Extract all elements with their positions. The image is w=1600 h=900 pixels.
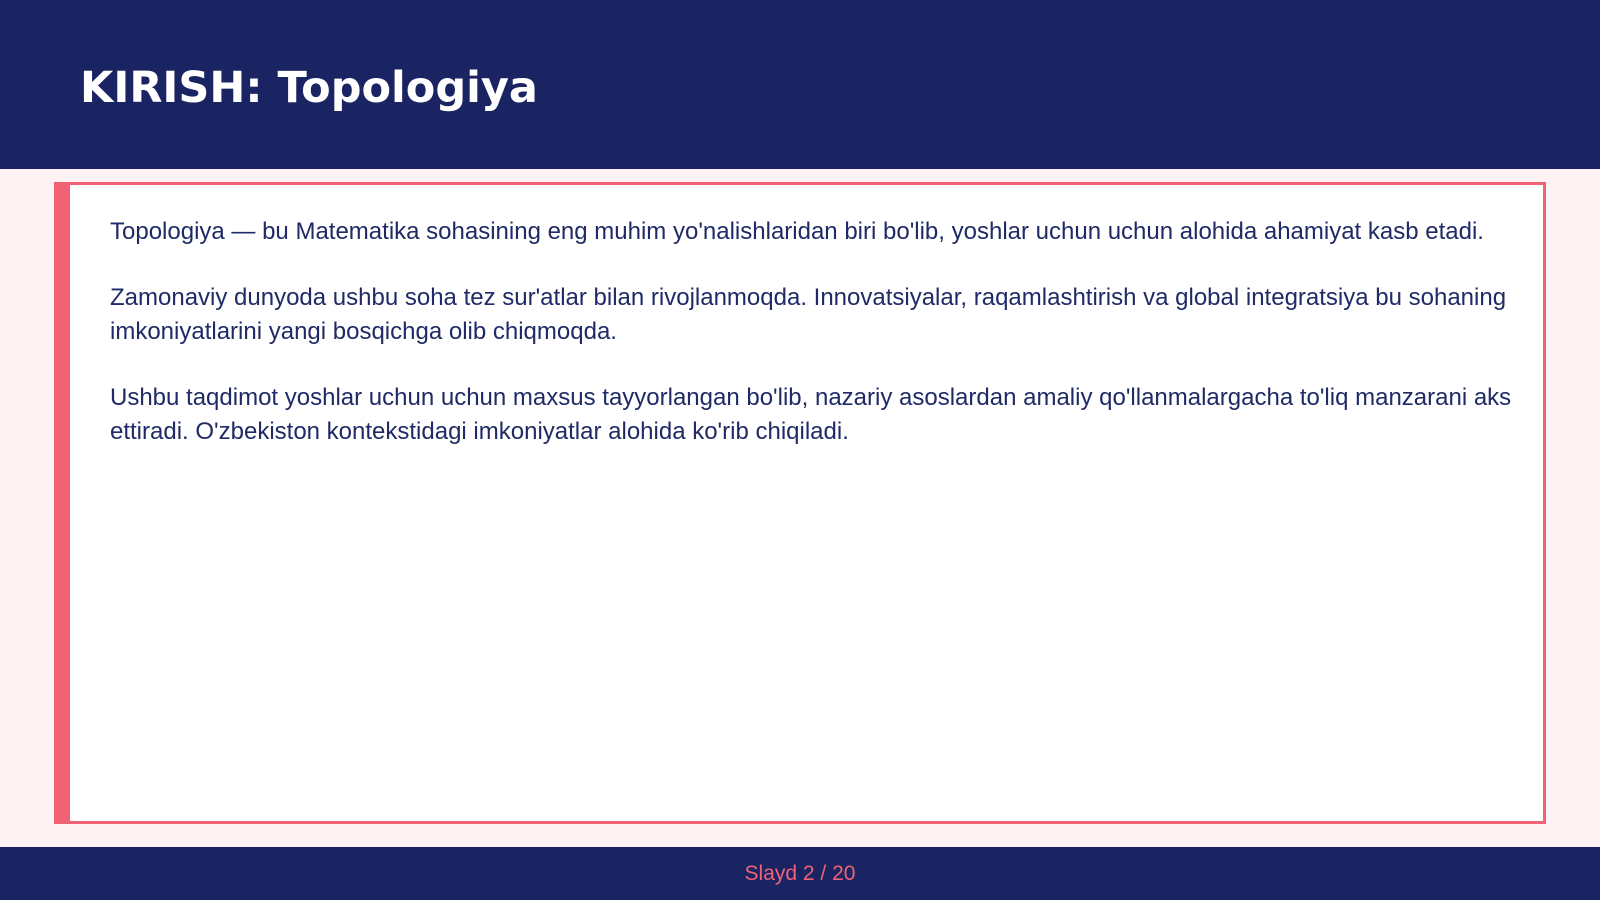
slide-footer bbox=[0, 847, 1600, 900]
slide-counter: Slayd 2 / 20 bbox=[744, 862, 856, 885]
content-body bbox=[110, 215, 1515, 481]
content-card bbox=[54, 182, 1546, 824]
paragraph-intro: Topologiya — bu Matematika sohasining eng muhim yo'nalishlaridan biri bo'lib, yoshlar uchun uchun alohida ahamiyat kasb etadi. bbox=[110, 218, 1484, 245]
paragraph-presentation-scope: Ushbu taqdimot yoshlar uchun uchun maxsus tayyorlangan bo'lib, nazariy asoslardan amaliy qo'llanmalargacha to'liq manzarani aks ettiradi. O'zbekiston kontekstidagi imkoniyatlar alohida ko'rib chiqiladi. bbox=[110, 384, 1512, 445]
slide-header bbox=[0, 0, 1600, 169]
slide-title: KIRISH: Topologiya bbox=[80, 63, 538, 113]
paragraph-modern-world: Zamonaviy dunyoda ushbu soha tez sur'atlar bilan rivojlanmoqda. Innovatsiyalar, raqamlashtirish va global integratsiya bu sohaning imkoniyatlarini yangi bosqichga olib chiqmoqda. bbox=[110, 284, 1507, 345]
